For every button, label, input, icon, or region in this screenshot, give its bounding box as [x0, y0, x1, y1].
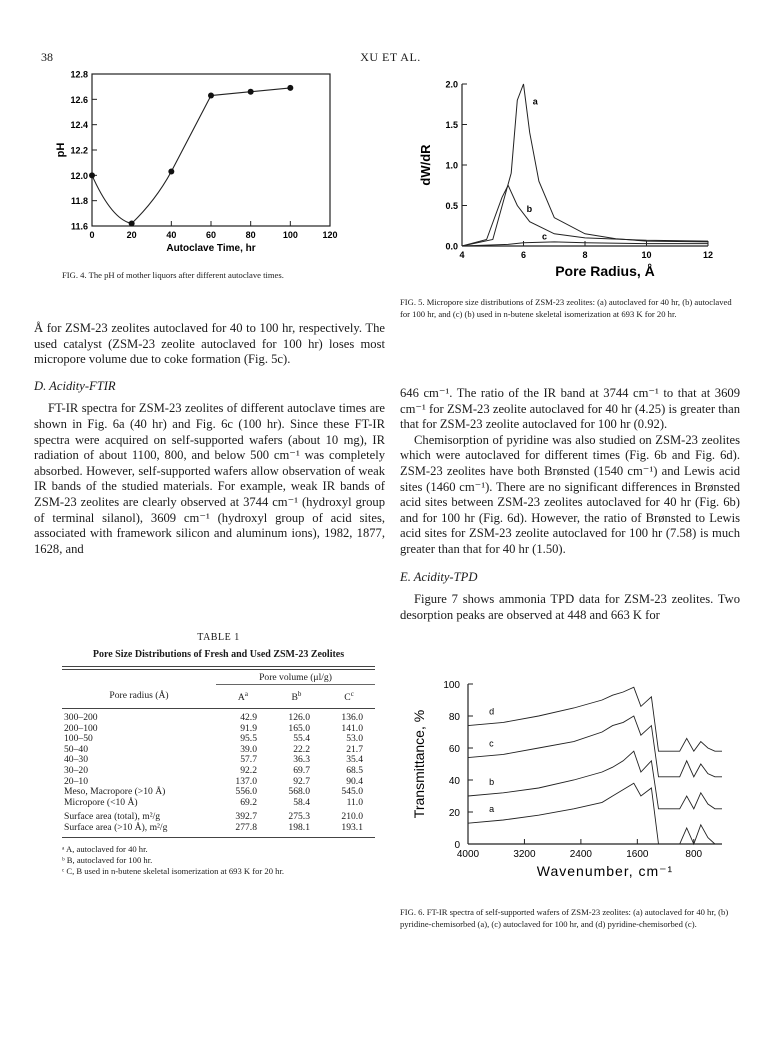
- table-cell: 11.0: [346, 796, 363, 808]
- x-tick-label: 0: [89, 230, 95, 240]
- table-row: [62, 734, 375, 745]
- table-cell: 165.0: [288, 722, 310, 734]
- y-tick-label: 100: [443, 680, 460, 691]
- row-label: Surface area (total), m²/g: [64, 811, 161, 823]
- series-b-line: [468, 751, 722, 809]
- data-point: [208, 93, 214, 99]
- x-tick-label: 8: [582, 250, 588, 260]
- table-cell: 35.4: [346, 754, 363, 766]
- table-label: TABLE 1: [197, 632, 240, 643]
- x-axis-title: Autoclave Time, hr: [166, 243, 256, 254]
- table-cell: 92.2: [240, 765, 257, 777]
- data-point: [287, 85, 293, 91]
- x-tick-label: 3200: [513, 849, 536, 860]
- table-footnotes: [62, 844, 375, 877]
- table-cell: 275.3: [288, 811, 310, 823]
- series-label: a: [532, 96, 538, 107]
- table-cell: 210.0: [341, 811, 363, 823]
- paragraph: Å for ZSM-23 zeolites autoclaved for 40 to 100 hr, respectively. The used catalyst (ZSM-23 zeolite autoclaved for 100 hr) loses most micropore volume due to coke formation (Fig. 5c).: [34, 321, 385, 367]
- footnote: ᵃ A, autoclaved for 40 hr.: [62, 843, 148, 854]
- x-tick-label: 20: [126, 230, 137, 240]
- x-tick-label: 60: [205, 230, 217, 240]
- column-header: $C^c$: [344, 689, 354, 704]
- row-label: Micropore (<10 Å): [64, 796, 138, 808]
- table-cell: 42.9: [240, 712, 257, 724]
- table-cell: 126.0: [288, 712, 310, 724]
- table-cell: 556.0: [235, 786, 257, 798]
- y-tick-label: 0.5: [445, 201, 458, 211]
- table-body: [62, 670, 375, 708]
- y-tick-label: 0: [454, 840, 460, 851]
- group-header: Pore volume (μl/g): [216, 670, 375, 684]
- y-tick-label: 12.4: [70, 120, 88, 131]
- series-c-line: [468, 716, 722, 777]
- series-line: [92, 88, 290, 224]
- footnote: ᵇ B, autoclaved for 100 hr.: [62, 854, 153, 865]
- row-label: 200–100: [64, 722, 98, 734]
- y-tick-label: 12.8: [70, 69, 88, 80]
- table-cell: 90.4: [346, 775, 363, 787]
- data-point: [129, 220, 135, 226]
- x-tick-label: 10: [641, 250, 652, 260]
- fig4-chart: [50, 68, 380, 268]
- series-a-line: [462, 84, 708, 246]
- row-label: 40–30: [64, 754, 88, 766]
- row-label: 100–50: [64, 733, 93, 745]
- x-tick-label: 12: [702, 250, 714, 260]
- y-tick-label: 11.6: [70, 221, 88, 232]
- y-axis-title: pH: [55, 142, 67, 158]
- running-head: XU ET AL.: [360, 50, 421, 64]
- data-point: [89, 172, 95, 178]
- table-cell: 22.2: [293, 743, 310, 755]
- table-row: [62, 755, 375, 766]
- table-cell: 36.3: [293, 754, 310, 766]
- x-tick-label: 2400: [569, 849, 593, 860]
- table-cell: 198.1: [288, 822, 310, 834]
- table-cell: 277.8: [235, 822, 257, 834]
- right-column: [400, 386, 740, 623]
- fig5-caption: FIG. 5. Micropore size distributions of ZSM-23 zeolites: (a) autoclaved for 40 hr, (b) autoclaved for 100 hr, and (c) (b) used in n-butene skeletal isomerization at 693 K for 20 hr.: [400, 297, 732, 319]
- table-cell: 21.7: [346, 743, 363, 755]
- table-cell: 55.4: [293, 733, 310, 745]
- y-axis-title: dW/dR: [418, 144, 433, 186]
- table-cell: 69.7: [293, 765, 310, 777]
- x-tick-label: 120: [322, 230, 338, 240]
- x-tick-label: 6: [520, 250, 527, 260]
- y-tick-label: 1.0: [445, 160, 458, 171]
- paragraph: Figure 7 shows ammonia TPD data for ZSM-23 zeolites. Two desorption peaks are observed at 448 and 663 K for: [400, 592, 740, 622]
- y-tick-label: 40: [448, 776, 460, 787]
- column-header: $B^b$: [291, 689, 302, 704]
- paragraph: FT-IR spectra for ZSM-23 zeolites of different autoclave times are shown in Fig. 6a (40 hr) and Fig. 6c (100 hr). Since these FT-IR spectra were acquired on self-supported wafers (about 10 mg), IR radiation of about 1100, 800, and below 500 cm⁻¹ was completely absorbed. However, self-supported wafers allow observation of weak IR bands of the studied materials. For example, weak IR bands of ZSM-23 zeolites are clearly observed at 3744 cm⁻¹ (hydroxyl group of terminal silanol), 3609 cm⁻¹ (hydroxyl group of acid sites, associated with framework silicon and aluminum ions), 1982, 1877, 1628, and: [34, 401, 385, 556]
- table-cell: 39.0: [240, 743, 257, 755]
- x-tick-label: 80: [245, 230, 256, 240]
- table-cell: 545.0: [341, 786, 363, 798]
- table-rows: [62, 713, 375, 808]
- row-label: Surface area (>10 Å), m²/g: [64, 822, 168, 834]
- table-cell: 193.1: [341, 822, 363, 834]
- footnote: ᶜ C, B used in n-butene skeletal isomerization at 693 K for 20 hr.: [62, 865, 285, 876]
- y-tick-label: 12.6: [70, 94, 88, 105]
- y-tick-label: 12.2: [70, 145, 88, 156]
- column-header: Pore radius (Å): [109, 689, 169, 701]
- table-1: [62, 632, 375, 877]
- series-d-line: [468, 687, 722, 751]
- table-cell: 58.4: [293, 796, 310, 808]
- fig4-caption: FIG. 4. The pH of mother liquors after different autoclave times.: [62, 270, 284, 280]
- table-cell: 136.0: [341, 712, 363, 724]
- y-tick-label: 11.8: [70, 196, 88, 207]
- y-tick-label: 0.0: [445, 241, 458, 252]
- table-row: [62, 713, 375, 724]
- column-header: $A^a$: [237, 689, 248, 704]
- table-rows-surface: [62, 812, 375, 833]
- table-cell: 91.9: [240, 722, 257, 734]
- table-row: [62, 745, 375, 756]
- paragraph: Chemisorption of pyridine was also studied on ZSM-23 zeolites which were autoclaved for different times (Fig. 6b and Fig. 6d). ZSM-23 zeolites have both Brønsted (1540 cm⁻¹) and Lewis acid sites (1460 cm⁻¹). There are no significant differences in Brønsted acid sites between ZSM-23 zeolites autoclaved for 40 hr (Fig. 6b) and for 100 hr (Fig. 6d). However, the ratio of Brønsted to Lewis acid sites for ZSM-23 zeolite autoclaved for 100 hr (7.58) is much greater than that for 40 hr (1.50).: [400, 432, 740, 556]
- table-cell: 68.5: [346, 765, 363, 777]
- x-tick-label: 800: [685, 849, 703, 860]
- y-tick-label: 80: [448, 712, 460, 723]
- table-row: [62, 823, 375, 834]
- section-heading-d: D. Acidity-FTIR: [34, 378, 116, 393]
- row-label: Meso, Macropore (>10 Å): [64, 786, 166, 798]
- series-label: b: [489, 776, 495, 787]
- table-cell: 53.0: [346, 733, 363, 745]
- table-cell: 69.2: [240, 796, 257, 808]
- y-axis-title: Transmittance, %: [411, 709, 427, 819]
- series-label: d: [489, 706, 495, 717]
- fig6-chart: [400, 676, 740, 896]
- left-column: [34, 321, 385, 557]
- data-point: [168, 169, 174, 175]
- table-row: [62, 798, 375, 809]
- table-cell: 137.0: [235, 775, 257, 787]
- page-number: 38: [41, 50, 53, 64]
- table-cell: 57.7: [240, 754, 257, 766]
- table-cell: 141.0: [341, 722, 363, 734]
- table-cell: 92.7: [293, 775, 310, 787]
- x-tick-label: 40: [166, 230, 177, 240]
- table-cell: 392.7: [235, 811, 257, 823]
- row-label: 30–20: [64, 765, 88, 777]
- x-tick-label: 100: [282, 230, 298, 240]
- row-label: 300–200: [64, 712, 98, 724]
- series-label: c: [489, 738, 494, 749]
- row-label: 50–40: [64, 743, 88, 755]
- table-row: [62, 724, 375, 735]
- row-label: 20–10: [64, 775, 88, 787]
- table-title: Pore Size Distributions of Fresh and Used ZSM-23 Zeolites: [92, 649, 345, 660]
- series-label: b: [526, 203, 533, 214]
- fig6-caption: FIG. 6. FT-IR spectra of self-supported wafers of ZSM-23 zeolites: (a) autoclaved for 40 hr, (b) pyridine-chemisorbed (a), (c) autoclaved for 100 hr, and (d) pyridine-chemisorbed (c).: [400, 907, 729, 929]
- y-tick-label: 60: [448, 744, 460, 755]
- series-label: c: [541, 231, 547, 242]
- series-label: a: [489, 804, 495, 814]
- table-cell: 95.5: [240, 733, 257, 745]
- y-tick-label: 1.5: [445, 120, 458, 130]
- y-tick-label: 2.0: [445, 79, 458, 90]
- x-axis-title: Wavenumber, cm⁻¹: [536, 863, 674, 879]
- paragraph: 646 cm⁻¹. The ratio of the IR band at 3744 cm⁻¹ to that at 3609 cm⁻¹ for ZSM-23 zeolite autoclaved for 40 hr (4.25) is greater than that for ZSM-23 zeolite autoclaved for 100 hr (0.92).: [400, 386, 740, 432]
- x-axis-title: Pore Radius, Å: [555, 263, 655, 279]
- y-tick-label: 12.0: [70, 170, 88, 181]
- y-tick-label: 20: [448, 808, 460, 819]
- table-row: [62, 766, 375, 777]
- fig5-chart: [400, 76, 730, 286]
- table-cell: 568.0: [288, 786, 310, 798]
- section-heading-e: E. Acidity-TPD: [400, 569, 478, 584]
- x-tick-label: 4000: [456, 849, 480, 860]
- x-tick-label: 4: [459, 250, 465, 260]
- x-tick-label: 1600: [626, 849, 649, 860]
- data-point: [248, 89, 254, 95]
